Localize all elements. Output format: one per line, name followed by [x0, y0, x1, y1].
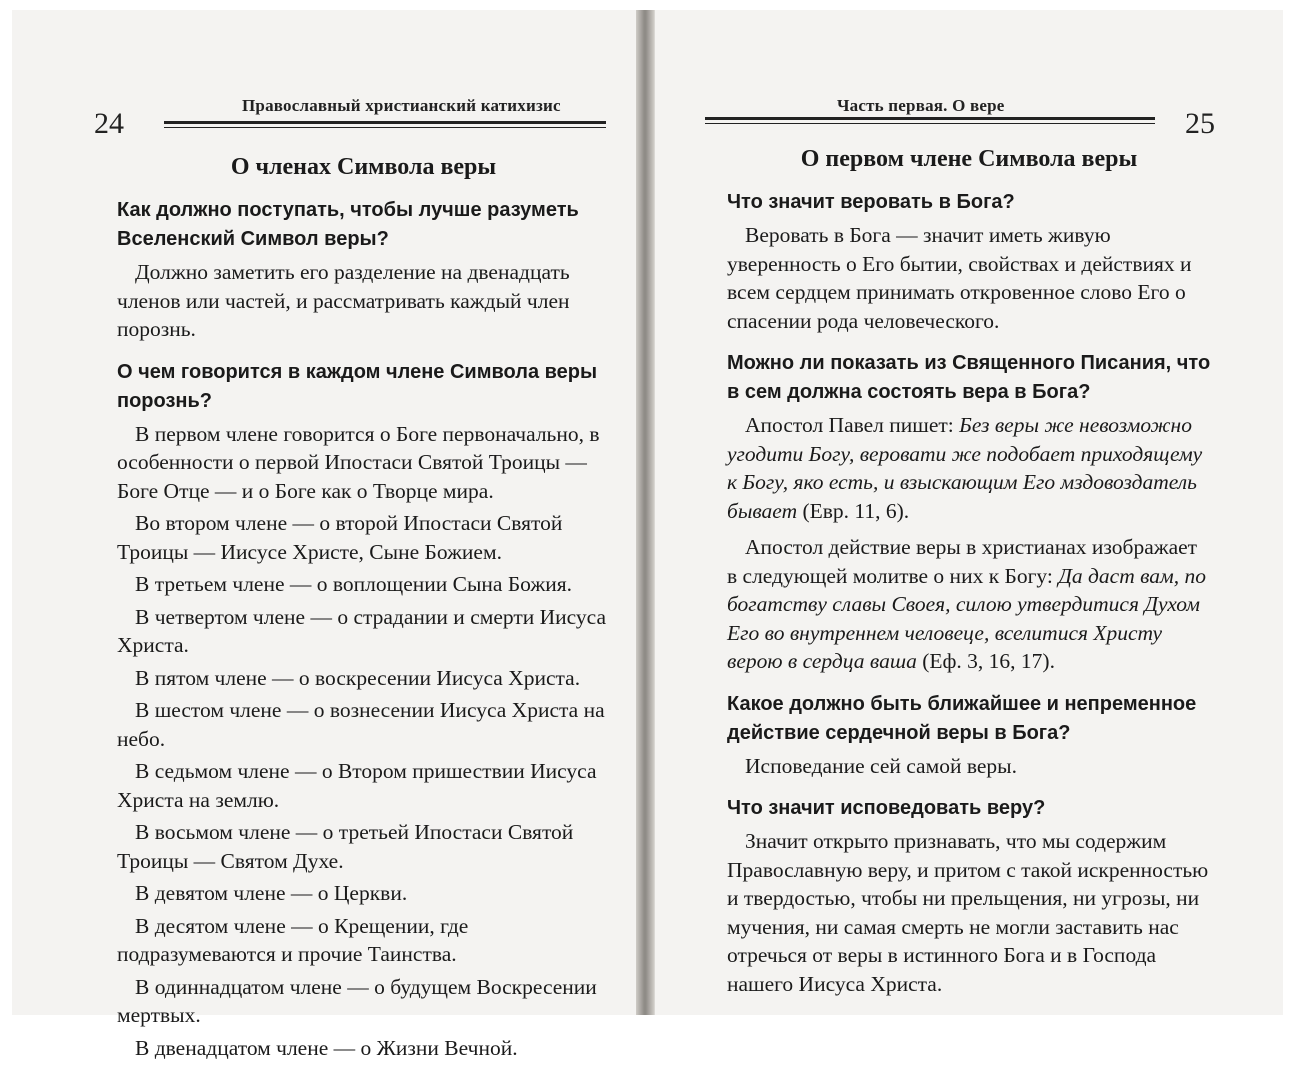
question: Что значит веровать в Бога?: [727, 191, 1015, 213]
header-rule: [164, 121, 606, 124]
scripture-quote: Да даст вам, по богатству славы Своея, силою утвердитися Духом Его во внутреннем человеце, вселитися Христу верою в сердца ваша: [727, 563, 1207, 673]
scripture-reference: (Евр. 11, 6).: [797, 498, 910, 523]
question: Как должно поступать, чтобы лучше разуметь Вселенский Символ веры?: [117, 199, 579, 250]
left-text-blocks: [117, 196, 610, 1062]
answer-paragraph: Во втором члене — о второй Ипостаси Святой Троицы — Иисусе Христе, Сыне Божием.: [117, 511, 563, 564]
answer-paragraph: В двенадцатом члене — о Жизни Вечной.: [135, 1035, 518, 1060]
question: О чем говорится в каждом члене Символа веры порознь?: [117, 360, 598, 412]
question: Что значит исповедовать веру?: [727, 797, 1046, 819]
answer-paragraph: В шестом члене — о вознесении Иисуса Христа на небо.: [117, 698, 605, 751]
left-page: [12, 10, 637, 1060]
running-head: Православный христианский катихизис: [242, 96, 561, 115]
answer-paragraph: Должно заметить его разделение на двенадцать членов или частей, и рассматривать каждый член порознь.: [117, 260, 570, 341]
left-page-content: [117, 150, 610, 1066]
running-head: Часть первая. О вере: [837, 96, 1005, 115]
page-number: 25: [1185, 107, 1215, 140]
answer-paragraph: [727, 411, 1211, 525]
page-number: 24: [94, 107, 124, 140]
book-gutter: [636, 10, 654, 1015]
answer-paragraph: В восьмом члене — о третьей Ипостаси Святой Троицы — Святом Духе.: [117, 820, 574, 873]
section-title: О первом члене Символа веры: [800, 146, 1138, 172]
section-title: О членах Символа веры: [230, 154, 497, 180]
header-rule: [705, 117, 1155, 120]
header-rule-thin: [164, 127, 606, 128]
answer-lead: Апостол действие веры в христианах изображает в следующей молитве о них к Богу:: [727, 535, 1198, 588]
right-page: [654, 10, 1283, 1015]
answer-paragraph: [727, 533, 1211, 676]
question: Можно ли показать из Священного Писания, что в сем должна состоять вера в Бога?: [727, 352, 1211, 403]
answer-paragraph: В девятом члене — о Церкви.: [135, 881, 408, 905]
answer-paragraph: Значит открыто признавать, что мы содержим Православную веру, и притом с такой искренностью и твердостью, чтобы ни прельщения, ни угрозы, ни мучения, ни самая смерть не могли заставить нас отречься от веры в истинного Бога и в Господа нашего Иисуса Христа.: [727, 829, 1209, 996]
answer-paragraph: В третьем члене — о воплощении Сына Божия.: [135, 572, 573, 596]
answer-paragraph: В пятом члене — о воскресении Иисуса Христа.: [135, 665, 581, 690]
header-rule-thin: [705, 123, 1155, 124]
answer-lead: Апостол Павел пишет:: [745, 413, 960, 437]
answer-paragraph: В первом члене говорится о Боге первоначально, в особенности о первой Ипостаси Святой Троицы — Боге Отце — и о Боге как о Творце мира.: [117, 421, 600, 503]
scripture-reference: (Еф. 3, 16, 17).: [916, 649, 1055, 673]
question: Какое должно быть ближайшее и непременное действие сердечной веры в Бога?: [727, 692, 1197, 744]
answer-paragraph: В десятом члене — о Крещении, где подразумеваются и прочие Таинства.: [117, 913, 469, 966]
right-page-content: [727, 142, 1211, 1002]
answer-paragraph: В седьмом члене — о Втором пришествии Иисуса Христа на землю.: [117, 759, 597, 812]
answer-paragraph: Веровать в Бога — значит иметь живую уверенность о Его бытии, свойствах и действиях и всем сердцем принимать откровенное слово Его о спасении рода человеческого.: [727, 223, 1192, 333]
answer-paragraph: В четвертом члене — о страдании и смерти Иисуса Христа.: [117, 604, 607, 657]
answer-paragraph: Исповедание сей самой веры.: [745, 753, 1017, 778]
scripture-quote: Без веры же невозможно угодити Богу, веровати же подобает приходящему к Богу, яко есть, и взыскающим Его мздовоздатель бывает: [727, 413, 1203, 523]
answer-paragraph: В одиннадцатом члене — о будущем Воскресении мертвых.: [117, 974, 597, 1027]
